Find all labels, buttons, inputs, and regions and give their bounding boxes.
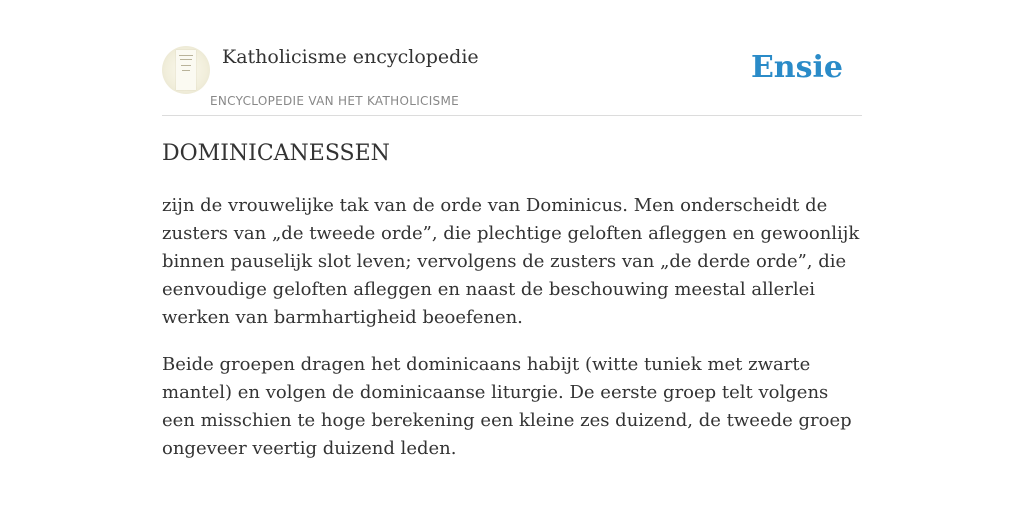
site-subtitle: ENCYCLOPEDIE VAN HET KATHOLICISME xyxy=(210,94,459,108)
site-header xyxy=(162,40,862,116)
encyclopedia-avatar[interactable] xyxy=(162,46,210,94)
article-body xyxy=(162,192,862,482)
article-paragraph: Beide groepen dragen het dominicaans habijt (witte tuniek met zwarte mantel) en volgen de dominicaanse liturgie. De eerste groep telt volgens een misschien te hoge berekening een kleine zes duizend, de tweede groep ongeveer veertig duizend leden. xyxy=(162,354,852,459)
article-title: DOMINICANESSEN xyxy=(162,141,390,166)
brand-logo-link[interactable]: Ensie xyxy=(750,50,843,85)
book-cover-icon xyxy=(176,50,196,90)
site-title-link[interactable]: Katholicisme encyclopedie xyxy=(222,46,479,68)
article-paragraph: zijn de vrouwelijke tak van de orde van Dominicus. Men onderscheidt de zusters van „de tweede orde”, die plechtige geloften afleggen en gewoonlijk binnen pauselijk slot leven; vervolgens de zusters van „de derde orde”, die eenvoudige geloften afleggen en naast de beschouwing meestal allerlei werken van barmhartigheid beoefenen. xyxy=(162,195,860,328)
